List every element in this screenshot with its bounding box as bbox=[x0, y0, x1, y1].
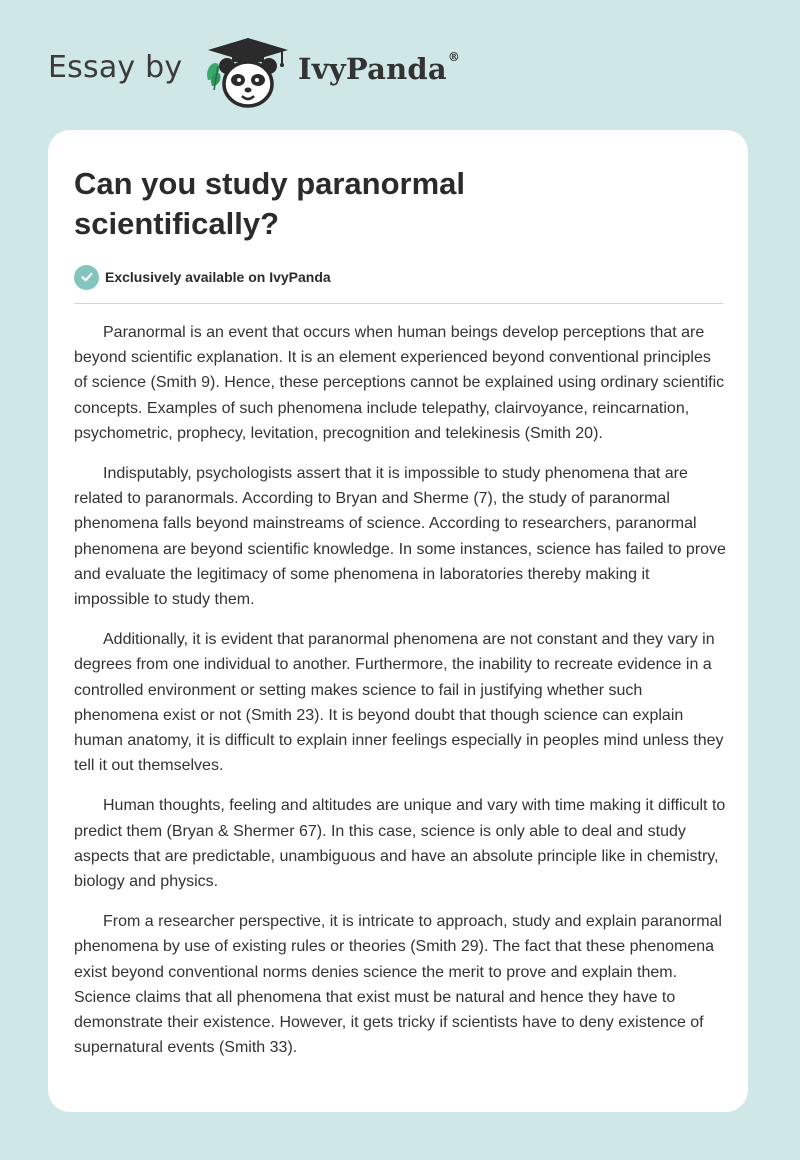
paragraph: Indisputably, psychologists assert that it is impossible to study phenomena that are related to paranormals. According to Bryan and Sherme (7), the study of paranormal phenomena falls beyond mainstreams of science. According to researchers, paranormal phenomena are beyond scientific knowledge. In some instances, science has failed to prove and evaluate the legitimacy of some phenomena in laboratories thereby making it impossible to study them. bbox=[74, 465, 726, 609]
registered-mark: ® bbox=[447, 50, 461, 64]
exclusive-badge bbox=[74, 264, 331, 290]
site-header bbox=[48, 34, 508, 110]
check-icon bbox=[74, 265, 99, 290]
paragraph: Paranormal is an event that occurs when human beings develop perceptions that are beyond scientific explanation. It is an element experienced beyond conventional principles of science (Smith 9). Hence, these perceptions cannot be explained using ordinary scientific concepts. Examples of such phenomena include telepathy, clairvoyance, reincarnation, psychometric, prophecy, levitation, precognition and telekinesis (Smith 20). bbox=[74, 324, 725, 442]
paragraph: Human thoughts, feeling and altitudes are unique and vary with time making it difficult to predict them (Bryan & Shermer 67). In this case, science is only able to deal and study aspects that are predictable, unambiguous and have an absolute principle like in chemistry, biology and physics. bbox=[74, 797, 726, 891]
badge-text: Exclusively available on IvyPanda bbox=[105, 269, 331, 285]
paragraph: From a researcher perspective, it is intricate to approach, study and explain paranormal phenomena by use of existing rules or theories (Smith 29). The fact that these phenomena exist beyond conventional norms denies science the merit to prove and explain them. Science claims that all phenomena that exist must be natural and hence they have to demonstrate their existence. However, it gets tricky if scientists have to deny existence of supernatural events (Smith 33). bbox=[74, 913, 722, 1057]
panda-graduate-logo-icon[interactable] bbox=[202, 34, 294, 110]
page-title: Can you study paranormal scientifically? bbox=[74, 166, 466, 241]
essay-card bbox=[48, 130, 748, 1112]
brand-name[interactable]: IvyPanda® bbox=[298, 50, 461, 86]
essay-by-label: Essay by bbox=[48, 50, 183, 85]
paragraph: Additionally, it is evident that paranormal phenomena are not constant and they vary in degrees from one individual to another. Furthermore, the inability to recreate evidence in a controlled environment or setting makes science to fail in justifying whether such phenomena exist or not (Smith 23). It is beyond doubt that though science can explain human anatomy, it is difficult to explain inner feelings especially in peoples mind unless they tell it out themselves. bbox=[74, 631, 724, 775]
divider bbox=[74, 303, 723, 304]
essay-body bbox=[74, 320, 726, 1075]
